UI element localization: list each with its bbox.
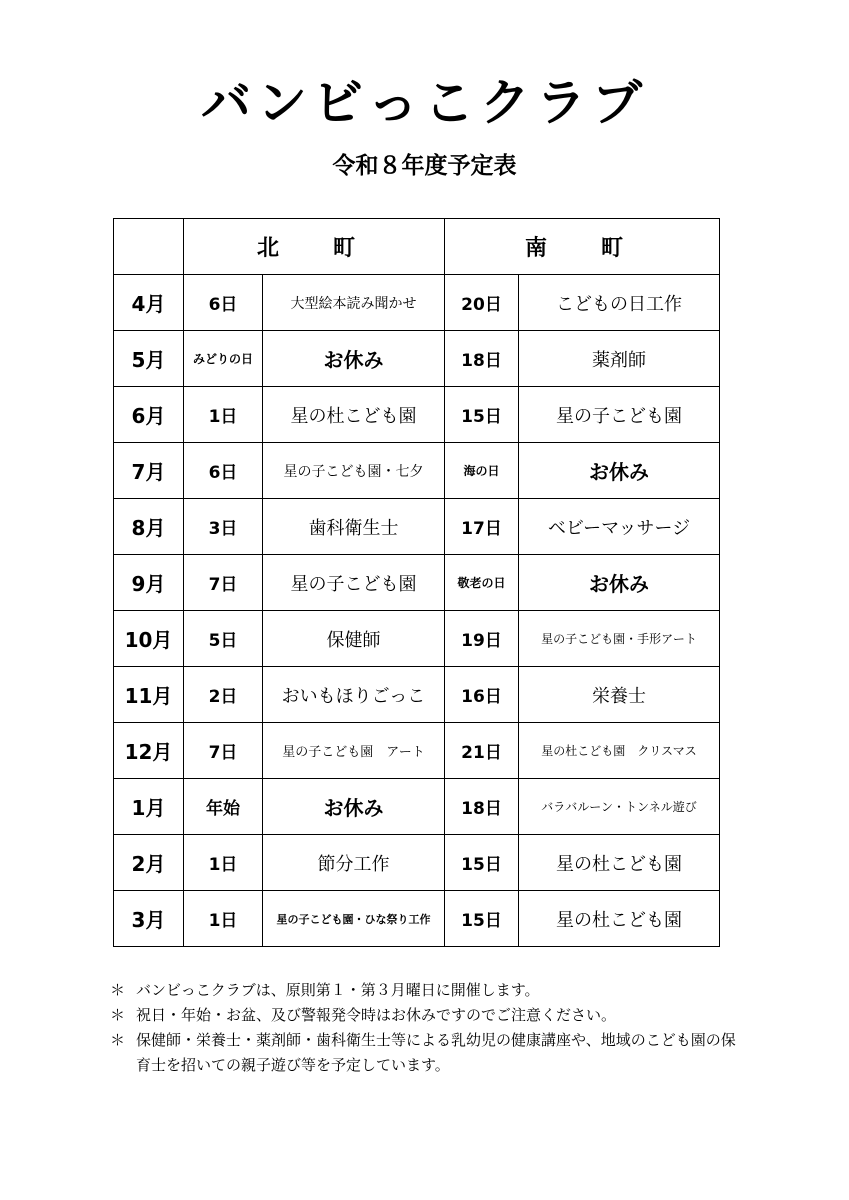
north-event-cell: 星の子こども園・七夕 xyxy=(263,443,445,499)
month-cell: 10月 xyxy=(114,611,184,667)
south-event-cell: 星の杜こども園 xyxy=(519,891,720,947)
south-date-cell: 18日 xyxy=(445,331,519,387)
table-header-row xyxy=(114,219,720,275)
note-item xyxy=(110,978,750,1003)
south-date-cell: 21日 xyxy=(445,723,519,779)
north-event-cell: 大型絵本読み聞かせ xyxy=(263,275,445,331)
south-event-cell: お休み xyxy=(519,443,720,499)
month-cell: 9月 xyxy=(114,555,184,611)
north-date-cell: 1日 xyxy=(184,387,263,443)
table-row xyxy=(114,331,720,387)
table-row xyxy=(114,387,720,443)
south-event-cell: 薬剤師 xyxy=(519,331,720,387)
north-event-cell: 星の子こども園 アート xyxy=(263,723,445,779)
south-event-cell: バラバルーン・トンネル遊び xyxy=(519,779,720,835)
north-event-cell: 星の子こども園・ひな祭り工作 xyxy=(263,891,445,947)
north-date-cell: 3日 xyxy=(184,499,263,555)
south-event-cell: 栄養士 xyxy=(519,667,720,723)
asterisk-icon: ＊ xyxy=(110,1031,126,1049)
table-row xyxy=(114,891,720,947)
table-row xyxy=(114,499,720,555)
north-event-cell: 歯科衛生士 xyxy=(263,499,445,555)
table-row xyxy=(114,275,720,331)
south-date-cell: 20日 xyxy=(445,275,519,331)
table-row xyxy=(114,723,720,779)
south-date-cell: 18日 xyxy=(445,779,519,835)
note-text: 祝日・年始・お盆、及び警報発令時はお休みですのでご注意ください。 xyxy=(136,1006,617,1024)
header-blank-cell xyxy=(114,219,184,275)
table-row xyxy=(114,779,720,835)
north-event-cell: 星の子こども園 xyxy=(263,555,445,611)
month-cell: 7月 xyxy=(114,443,184,499)
north-date-cell: 1日 xyxy=(184,835,263,891)
asterisk-icon: ＊ xyxy=(110,1006,126,1024)
south-date-cell: 15日 xyxy=(445,835,519,891)
north-date-cell: 5日 xyxy=(184,611,263,667)
asterisk-icon: ＊ xyxy=(110,981,126,999)
south-event-cell: 星の子こども園 xyxy=(519,387,720,443)
month-cell: 1月 xyxy=(114,779,184,835)
north-event-cell: おいもほりごっこ xyxy=(263,667,445,723)
note-text: バンビっこクラブは、原則第１・第３月曜日に開催します。 xyxy=(136,981,540,999)
table-row xyxy=(114,555,720,611)
note-text: 保健師・栄養士・薬剤師・歯科衛生士等による乳幼児の健康講座や、地域のこども園の保育士を招いての親子遊び等を予定しています。 xyxy=(136,1031,736,1074)
north-event-cell: お休み xyxy=(263,779,445,835)
south-event-cell: お休み xyxy=(519,555,720,611)
south-event-cell: 星の杜こども園 xyxy=(519,835,720,891)
north-date-cell: 6日 xyxy=(184,443,263,499)
north-date-cell: 1日 xyxy=(184,891,263,947)
page-subtitle: 令和８年度予定表 xyxy=(332,153,517,179)
south-event-cell: 星の子こども園・手形アート xyxy=(519,611,720,667)
north-event-cell: 節分工作 xyxy=(263,835,445,891)
month-cell: 11月 xyxy=(114,667,184,723)
note-item xyxy=(110,1003,750,1028)
page-title: バンビっこクラブ xyxy=(201,74,648,132)
header-north: 北 町 xyxy=(184,219,445,275)
south-event-cell: 星の杜こども園 クリスマス xyxy=(519,723,720,779)
south-date-cell: 海の日 xyxy=(445,443,519,499)
south-date-cell: 15日 xyxy=(445,387,519,443)
month-cell: 12月 xyxy=(114,723,184,779)
month-cell: 2月 xyxy=(114,835,184,891)
table-row xyxy=(114,611,720,667)
north-date-cell: 年始 xyxy=(184,779,263,835)
table-row xyxy=(114,443,720,499)
north-event-cell: 保健師 xyxy=(263,611,445,667)
south-event-cell: こどもの日工作 xyxy=(519,275,720,331)
schedule-table xyxy=(113,218,720,947)
south-date-cell: 16日 xyxy=(445,667,519,723)
south-event-cell: ベビーマッサージ xyxy=(519,499,720,555)
north-date-cell: 6日 xyxy=(184,275,263,331)
south-date-cell: 19日 xyxy=(445,611,519,667)
south-date-cell: 17日 xyxy=(445,499,519,555)
table-row xyxy=(114,667,720,723)
table-row xyxy=(114,835,720,891)
north-date-cell: みどりの日 xyxy=(184,331,263,387)
north-date-cell: 7日 xyxy=(184,555,263,611)
south-date-cell: 15日 xyxy=(445,891,519,947)
north-date-cell: 2日 xyxy=(184,667,263,723)
north-event-cell: 星の杜こども園 xyxy=(263,387,445,443)
note-item xyxy=(110,1028,750,1078)
north-date-cell: 7日 xyxy=(184,723,263,779)
month-cell: 4月 xyxy=(114,275,184,331)
south-date-cell: 敬老の日 xyxy=(445,555,519,611)
header-south: 南 町 xyxy=(445,219,720,275)
month-cell: 8月 xyxy=(114,499,184,555)
month-cell: 5月 xyxy=(114,331,184,387)
month-cell: 6月 xyxy=(114,387,184,443)
month-cell: 3月 xyxy=(114,891,184,947)
notes-section xyxy=(110,978,750,1078)
north-event-cell: お休み xyxy=(263,331,445,387)
